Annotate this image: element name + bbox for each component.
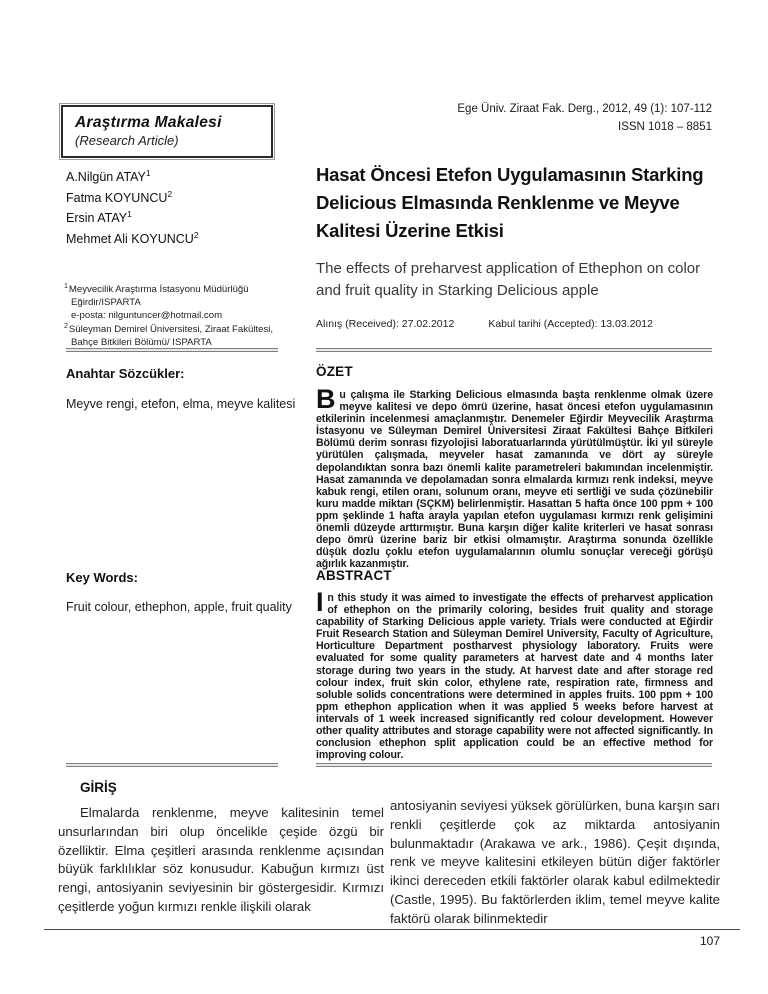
divider-left-top: [66, 348, 278, 352]
divider-left-bottom: [66, 763, 278, 767]
footnote-text: e-posta: nilguntuncer@hotmail.com: [71, 309, 223, 321]
abstract-dropcap: I: [316, 587, 324, 617]
author-4-name: Mehmet Ali KOYUNCU: [66, 231, 194, 246]
ozet-paragraph: [316, 384, 713, 571]
footnote-line: [64, 310, 284, 323]
author-2-name: Fatma KOYUNCU: [66, 190, 168, 205]
footnote-text: Eğirdir/ISPARTA: [71, 296, 141, 308]
abstract-heading: ABSTRACT: [316, 568, 392, 583]
ozet-heading: ÖZET: [316, 364, 353, 379]
author-1: [66, 167, 199, 188]
footer-divider: [44, 929, 740, 930]
submission-dates: [316, 318, 653, 330]
ozet-dropcap: B: [316, 384, 336, 414]
article-title: Hasat Öncesi Etefon Uygulamasının Starking Delicious Elmasında Renklenme ve Meyve Kalitesi Üzerine Etkisi: [316, 164, 704, 241]
footnote-line: [64, 322, 284, 337]
introduction-column-left: Elmalarda renklenme, meyve kalitesinin temel unsurlarından biri olup öncelikle çeşide özgü bir özelliktir. Elma çeşitleri arasında renklenme açısından büyük farklılıklar söz konusudur. Kabuğun kırmızı üst rengi, antosiyanin seviyesinin bir göstergesidir. Kırmızı çeşitlerde yoğun kırmızı renkle ilişkili olarak: [58, 805, 384, 914]
author-4: [66, 229, 199, 250]
abstract-body-text: n this study it was aimed to investigate the effects of preharvest application of ethephon on the primarily coloring, besides fruit quality and storage capability of Starking Delicious apple variety. Trials were conducted at Eğirdir Fruit Research Station and Süleyman Demirel University, Faculty of Agriculture, Horticulture Department postharvest physiology laboratory. Fruits were evaluated for some quality parameters at harvest date and 4 months later storage during two years in the study. At harvest date and after storage red colour index, fruit skin color, ethylene rate, respiration rate, firmness and soluble solids concentrations were determined in apples fruits. 100 ppm + 100 ppm ethephon application when it was applied 5 weeks before harvest at intervals of 1 week increased significantly red colour development. However other quality attributes and storage capability were not affected significantly. In conclusion ethephon split application could be an effective method for improving colour.: [316, 592, 713, 762]
introduction-heading: GİRİŞ: [80, 780, 117, 795]
introduction-column-right: antosiyanin seviyesi yüksek görülürken, buna karşın sarı renkli çeşitlerde çok az miktarda antosiyanin bulunmaktadır (Arakawa ve ark., 1986). Çeşit dışında, renk ve meyve kalitesini etkileyen bütün diğer faktörler ikinci dereceden etkili faktörler olarak kabul edilmektedir (Castle, 1995). Bu faktörlerden iklim, temel meyve kalite faktörü olarak bilinmektedir: [390, 798, 720, 926]
author-1-name: A.Nilgün ATAY: [66, 170, 146, 185]
footnote-text: Süleyman Demirel Üniversitesi, Ziraat Fakültesi,: [68, 324, 274, 336]
keywords-turkish-value: Meyve rengi, etefon, elma, meyve kalitesi: [66, 397, 296, 411]
accepted-date: Kabul tarihi (Accepted): 13.03.2012: [488, 318, 653, 330]
author-3-name: Ersin ATAY: [66, 211, 128, 226]
journal-citation: Ege Üniv. Ziraat Fak. Derg., 2012, 49 (1): 107-112: [457, 103, 712, 115]
divider-right-top: [316, 348, 712, 352]
footnote-mark: 1: [64, 283, 68, 290]
author-4-affiliation-mark: 2: [193, 229, 199, 240]
author-1-affiliation-mark: 1: [145, 168, 151, 178]
divider-right-bottom: [316, 763, 712, 767]
page-number: 107: [699, 934, 720, 948]
footnote-line: [64, 297, 284, 310]
footnote-line: [64, 282, 284, 297]
received-date: Alınış (Received): 27.02.2012: [316, 318, 455, 330]
journal-header: [457, 101, 712, 137]
keywords-english-label: Key Words:: [66, 570, 138, 585]
footnote-text: Bahçe Bitkileri Bölümü/ ISPARTA: [71, 337, 212, 348]
ozet-body-text: u çalışma ile Starking Delicious elmasında başta renklenme olmak üzere meyve kalitesi ve depo ömrü üzerine, hasat öncesi etefon uygulamasının etkilerinin incelenmesi amaçlanmıştır. Denemeler Eğirdir Meyvecilik Araştırma İstasyonu ve Süleyman Demirel Üniversitesi Ziraat Fakültesi Bahçe Bitkileri Bölümü derim sonrası fizyolojisi laboratuarlarında yürütülmüştür. İki yıl süreyle yürütülen çalışmada, meyveler hasat zamanında ve dört ay süreyle depolandıktan sonra bazı önemli kalite parametreleri bakımından incelenmiştir. Hasat zamanında ve depolamadan sonra elmalarda kırmızı renk indeksi, meyve kabuk rengi, etilen oranı, solunum oranı, meyve eti sertliği ve suda çözünebilir kuru madde miktarı (SÇKM) belirlenmiştir. Hasattan 5 hafta önce 100 ppm + 100 ppm şeklinde 1 hafta arayla yapılan etefon uygulaması kırmızı renk gelişimini önemli düzeyde arttırmıştır. Buna karşın diğer kalite kriterleri ve hasat sonrası depo ömrü üzerine bariz bir etkisi olmamıştır. Araştırma sonunda özellikle düşük dozlu çoklu etefon uygulamalarının olumlu sonuçlar vereceği görüşü ağırlık kazanmıştır.: [316, 389, 713, 571]
keywords-english-value: Fruit colour, ethephon, apple, fruit quality: [66, 600, 292, 614]
article-type-box: [61, 105, 273, 158]
author-3-affiliation-mark: 1: [127, 209, 132, 220]
journal-issn: ISSN 1018 – 8851: [618, 120, 712, 133]
author-2-affiliation-mark: 2: [167, 188, 173, 199]
affiliation-footnotes: [64, 282, 284, 350]
footnote-text: Meyvecilik Araştırma İstasyonu Müdürlüğü: [68, 284, 249, 296]
author-list: [66, 167, 199, 249]
keywords-turkish-label: Anahtar Sözcükler:: [66, 366, 185, 381]
abstract-paragraph: [316, 587, 713, 762]
footnote-mark: 2: [64, 323, 68, 331]
article-type-english: (Research Article): [75, 133, 179, 148]
author-3: [66, 208, 199, 229]
article-type-turkish: Araştırma Makalesi: [75, 114, 222, 131]
article-subtitle-english: The effects of preharvest application of Ethephon on color and fruit quality in Starking Delicious apple: [316, 260, 701, 299]
author-2: [66, 188, 199, 209]
